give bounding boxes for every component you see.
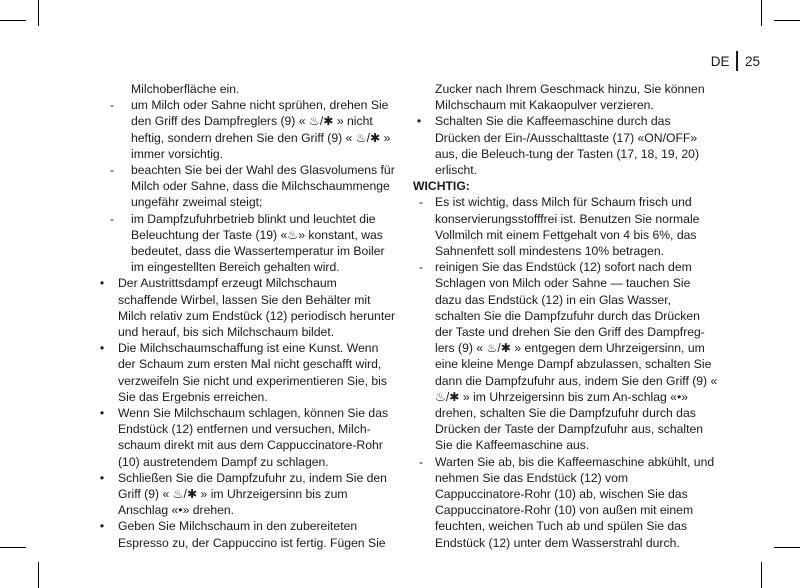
dash-marker: - [110,211,115,226]
dash-item [96,211,396,276]
paragraph-text: Milchoberfläche ein. [131,82,240,96]
dash-text: reinigen Sie das Endstück (12) sofort nach dem Schlagen von Milch oder Sahne — tauchen Sie dazu das Endstück (12) in ein Glas Wasser, schalten Sie die Dampfzufuhr durch das Drücken der Taste und drehen Sie den Griff des Dampfreg-lers (9) « ♨/✱ » entgegen dem Uhrzeigersinn, um eine kleine Menge Dampf abzulassen, schalten Sie dann die Dampfzufuhr aus, indem Sie den Griff (9) « ♨/✱ » im Uhrzeigersinn bis zum An-schlag «•» drehen, schalten Sie die Dampfzufuhr durch das Drücken der Taste der Dampfzufuhr aus, schalten Sie die Kaffeemaschine aus. [435,260,718,453]
language-code: DE [710,53,730,69]
bullet-marker: • [99,519,105,534]
bullet-marker: • [99,406,105,421]
right-column [413,81,718,551]
paragraph-continuation [96,81,396,97]
bullet-text: Wenn Sie Milchschaum schlagen, können Sie das Endstück (12) entfernen und versuchen, Milch-schaum direkt mit aus dem Cappuccinatore-Rohr (10) austretendem Dampf zu schlagen. [118,406,389,469]
bullet-marker: • [99,341,105,356]
bullet-item [96,275,396,340]
bullet-item [96,518,396,550]
dash-marker: - [419,195,424,210]
bullet-marker: • [99,470,105,485]
paragraph-text: Zucker nach Ihrem Geschmack hinzu, Sie können Milchschaum mit Kakaopulver verzieren. [435,82,705,113]
dash-marker: - [110,98,115,113]
crop-mark [774,547,800,548]
crop-mark [0,20,26,21]
crop-mark [774,20,800,21]
bullet-item [96,405,396,470]
bullet-text: Geben Sie Milchschaum in den zubereiteten Espresso zu, der Cappuccino ist fertig. Fügen Sie [118,519,386,550]
crop-mark [38,562,39,588]
crop-mark [38,0,39,26]
dash-item [96,162,396,211]
dash-item [96,97,396,162]
dash-text: im Dampfzufuhrbetrieb blinkt und leuchtet die Beleuchtung der Taste (19) «♨» konstant, was bedeutet, dass die Wassertemperatur im Boiler im eingestellten Bereich gehalten wird. [131,211,385,275]
dash-marker: - [419,260,424,275]
bullet-text: Schalten Sie die Kaffeemaschine durch das Drücken der Ein-/Ausschalttaste (17) «ON/OFF» aus, die Beleuch-tung der Tasten (17, 18, 19, 20) erlischt. [435,114,700,178]
page-number: 25 [744,53,760,69]
dash-text: beachten Sie bei der Wahl des Glasvolumens für Milch oder Sahne, dass die Milchschaummenge ungefähr zweimal steigt; [131,163,395,210]
section-heading [413,178,718,194]
bullet-text: Der Austrittsdampf erzeugt Milchschaum schaffende Wirbel, lassen Sie den Behälter mit Milch relativ zum Endstück (12) periodisch herunter und herauf, bis sich Milchschaum bildet. [118,276,396,340]
page-header [711,52,760,70]
header-divider [736,51,738,71]
bullet-text: Schließen Sie die Dampfzufuhr zu, indem Sie den Griff (9) « ♨/✱ » im Uhrzeigersinn bis zum Anschlag «•» drehen. [118,470,387,518]
dash-text: Warten Sie ab, bis die Kaffeemaschine abkühlt, und nehmen Sie das Endstück (12) vom Cappuccinatore-Rohr (10) ab, wischen Sie das Cappuccinatore-Rohr (10) von außen mit einem feuchten, weichen Tuch ab und spülen Sie das Endstück (12) unter dem Wasserstrahl durch. [435,454,715,550]
bullet-marker: • [416,114,422,129]
bullet-item [96,340,396,405]
dash-marker: - [110,163,115,178]
paragraph-continuation [413,81,718,113]
dash-item [413,259,718,453]
crop-mark [761,562,762,588]
dash-text: um Milch oder Sahne nicht sprühen, drehen Sie den Griff des Dampfreglers (9) « ♨/✱ » nicht heftig, sondern drehen Sie den Griff (9) « ♨/✱ » immer vorsichtig. [131,98,391,161]
bullet-item [96,470,396,519]
dash-text: Es ist wichtig, dass Milch für Schaum frisch und konservierungsstofffrei ist. Benutzen Sie normale Vollmilch mit einem Fettgehalt von 4 bis 6%, das Sahnenfett soll mindestens 10% betragen. [435,195,700,259]
dash-item [413,194,718,259]
crop-mark [761,0,762,26]
left-column [96,81,396,551]
dash-item [413,454,718,551]
bullet-text: Die Milchschaumschaffung ist eine Kunst. Wenn der Schaum zum ersten Mal nicht geschafft wird, verzweifeln Sie nicht und experimentieren Sie, bis Sie das Ergebnis erreichen. [118,341,387,404]
bullet-item [413,113,718,178]
dash-marker: - [419,454,424,469]
heading-text: WICHTIG: [413,179,470,194]
crop-mark [0,547,26,548]
bullet-marker: • [99,276,105,291]
